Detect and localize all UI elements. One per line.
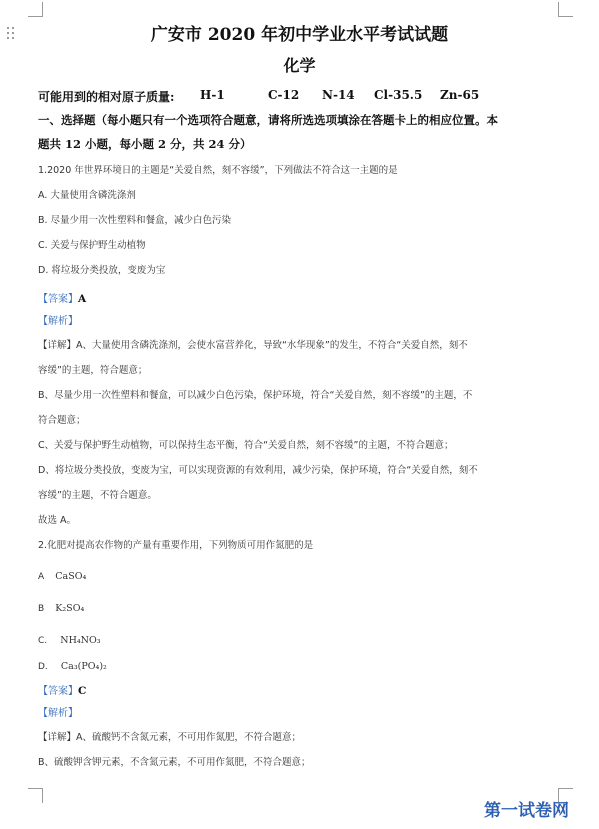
question-2-answer (38, 679, 568, 698)
answer-tag: 【答案】 (38, 294, 78, 305)
question-1-detail-line: B、尽量少用一次性塑料和餐盒，可以减少白色污染，保护环境，符合“关爱自然，刻不容缓”的主题，不 (38, 390, 473, 401)
atomic-mass-item: N-14 (322, 88, 355, 102)
question-1-stem: 1.2020 年世界环境日的主题是“关爱自然，刻不容缓”，下列做法不符合这一主题的是 (38, 165, 398, 176)
question-1-detail-line: 符合题意； (38, 415, 86, 426)
question-1-detail-line: 容缓”的主题，符合题意； (38, 365, 148, 376)
question-1-detail-line: 容缓”的主题，不符合题意。 (38, 490, 157, 501)
question-2-detail-line: 【详解】A、硫酸钙不含氮元素，不可用作氮肥，不符合题意； (38, 732, 301, 743)
site-watermark-logo: 第一试卷网 (484, 801, 569, 821)
option-formula: Ca₃(PO₄)₂ (60, 661, 107, 672)
answer-value: A (78, 293, 87, 305)
page-title: 广安市 2020 年初中学业水平考试试题 (150, 25, 449, 45)
question-1-option-d: D. 将垃圾分类投放，变废为宝 (38, 265, 166, 276)
option-formula: K₂SO₄ (55, 603, 85, 614)
atomic-mass-item: Zn-65 (440, 88, 480, 102)
question-2-option-a (38, 564, 568, 583)
analysis-tag: 【解析】 (38, 316, 78, 327)
question-2-stem: 2.化肥对提高农作物的产量有重要作用，下列物质可用作氮肥的是 (38, 540, 314, 551)
question-2-option-b (38, 596, 568, 615)
section-heading: 一、选择题（每小题只有一个选项符合题意，请将所选选项填涂在答题卡上的相应位置。本 (38, 113, 498, 127)
question-1-detail-line: C、关爱与保护野生动植物，可以保持生态平衡，符合“关爱自然，刻不容缓”的主题，不符合题意； (38, 440, 454, 451)
question-2-detail-line: B、硫酸钾含钾元素，不含氮元素，不可用作氮肥，不符合题意； (38, 757, 311, 768)
option-letter: B (38, 604, 45, 614)
question-1-conclusion: 故选 A。 (38, 515, 77, 526)
question-1-answer (38, 287, 568, 306)
option-letter: C. (38, 636, 48, 646)
page-corner-mark (28, 788, 43, 803)
question-2-option-c (38, 628, 568, 647)
option-letter: D. (38, 662, 48, 672)
atomic-mass-item: H-1 (200, 88, 225, 102)
option-formula: CaSO₄ (55, 571, 87, 582)
option-letter: A (38, 572, 45, 582)
question-1-detail-line: 【详解】A、大量使用含磷洗涤剂，会使水富营养化，导致“水华现象”的发生，不符合“关爱自然，刻不 (38, 340, 468, 351)
answer-tag: 【答案】 (38, 686, 78, 697)
atomic-mass-item: Cl-35.5 (374, 88, 423, 102)
question-1-detail-line: D、将垃圾分类投放，变废为宝，可以实现资源的有效利用，减少污染，保护环境，符合“关爱自然，刻不 (38, 465, 478, 476)
answer-value: C (78, 685, 87, 697)
subject-title: 化学 (283, 56, 316, 75)
page-corner-mark (28, 2, 43, 17)
question-1-option-a: A. 大量使用含磷洗涤剂 (38, 190, 136, 201)
atomic-mass-row (38, 88, 568, 105)
question-1-option-b: B. 尽量少用一次性塑料和餐盒，减少白色污染 (38, 215, 232, 226)
page-corner-mark (558, 2, 573, 17)
atomic-mass-label: 可能用到的相对原子质量: (38, 90, 175, 104)
question-1-option-c: C. 关爱与保护野生动植物 (38, 240, 146, 251)
analysis-tag: 【解析】 (38, 708, 78, 719)
atomic-mass-item: C-12 (268, 88, 300, 102)
option-formula: NH₄NO₃ (60, 635, 101, 646)
section-heading-cont: 题共 12 小题，每小题 2 分，共 24 分） (38, 137, 252, 151)
question-2-option-d (38, 654, 568, 673)
